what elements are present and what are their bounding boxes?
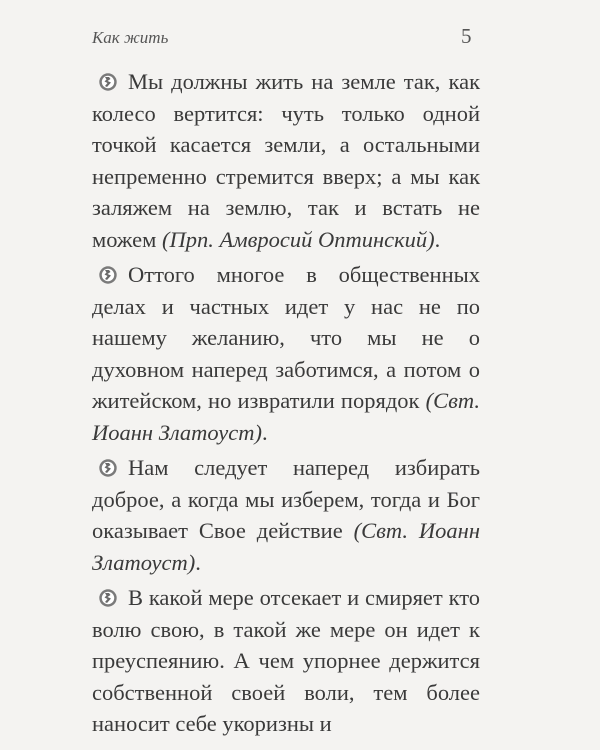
running-title: Как жить <box>92 28 169 47</box>
paragraph-4 <box>92 582 480 740</box>
paragraph-1 <box>92 66 480 255</box>
paragraph-end: . <box>195 549 201 575</box>
paragraph-text: Оттого многое в общественных делах и частных идет у нас не по нашему желанию, что мы не о духовном наперед заботимся, а потом о житейском, но извратили порядок <box>92 262 480 413</box>
citation: (Прп. Амвросий Оптинский) <box>162 226 435 252</box>
paragraph-text: Нам следует наперед избирать доброе, а когда мы изберем, тогда и Бог оказывает Свое действие <box>92 455 480 543</box>
paragraph-text: Мы должны жить на земле так, как колесо вертится: чуть только одной точкой касается земли, а остальными непременно стремится вверх; а мы как заляжем на землю, так и встать не можем <box>92 69 480 252</box>
citation: (Свт. Иоанн Златоуст) <box>92 518 480 575</box>
cross-medallion-icon <box>98 72 118 92</box>
cross-medallion-icon <box>98 265 118 285</box>
cross-medallion-icon <box>98 588 118 608</box>
paragraph-text: В какой мере отсекает и смиряет кто волю свою, в такой же мере он идет к преуспеянию. А чем упорнее держится собственной своей воли, тем более наносит себе укоризны и <box>92 585 480 736</box>
citation: (Свт. Иоанн Златоуст) <box>92 388 480 445</box>
page-number: 5 <box>461 24 472 48</box>
paragraph-3 <box>92 452 480 578</box>
paragraph-end: . <box>261 419 268 445</box>
paragraph-end: . <box>434 226 441 252</box>
paragraph-2 <box>92 259 480 448</box>
cross-medallion-icon <box>98 458 118 478</box>
main-text <box>92 66 480 744</box>
